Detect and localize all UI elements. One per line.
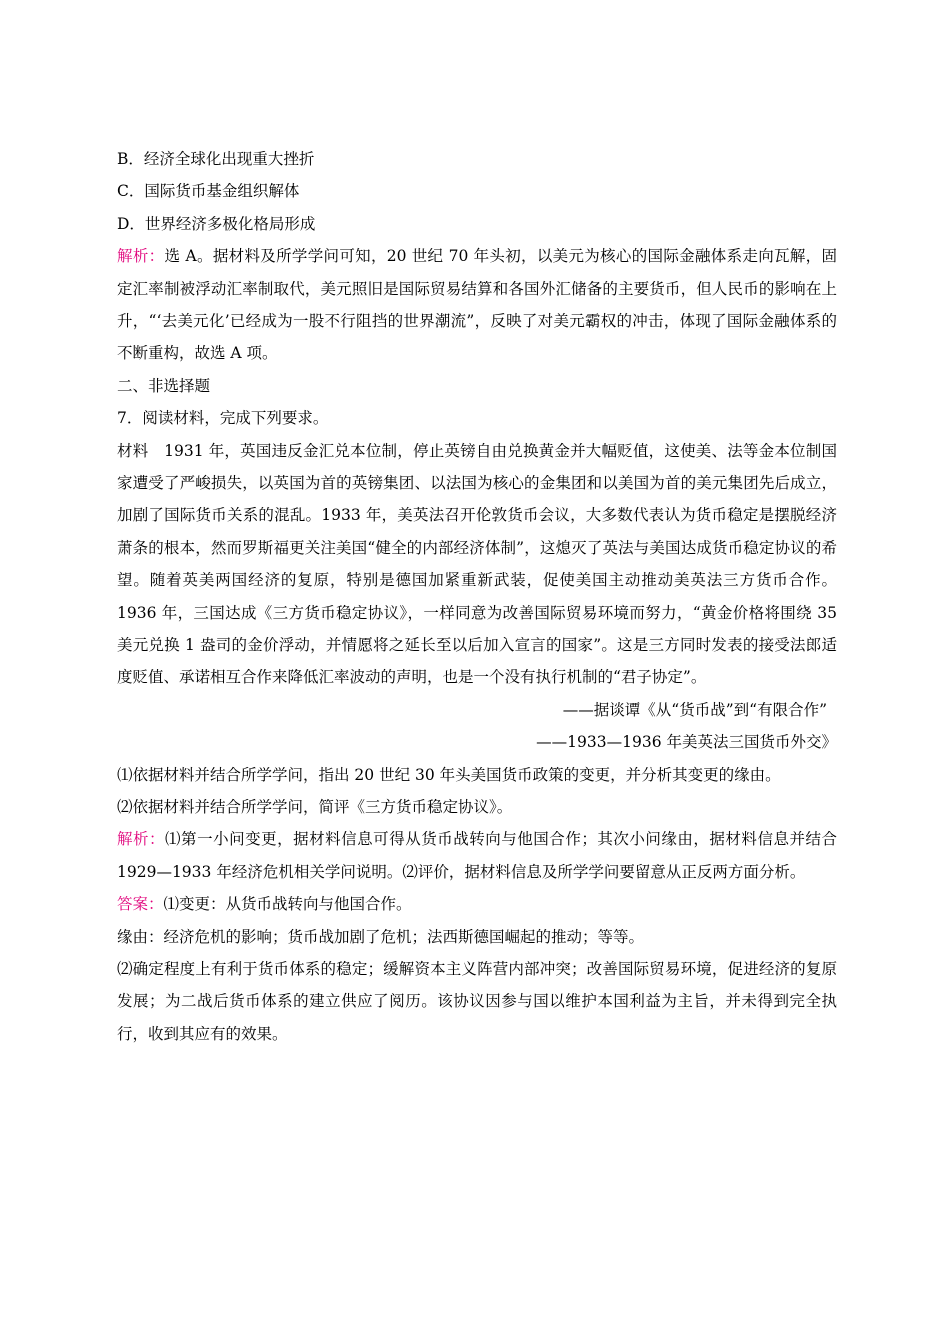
document-page: [117, 143, 837, 1050]
analysis-text: 选 A。据材料及所学学问可知，20 世纪 70 年头初，以美元为核心的国际金融体系走向瓦解，固定汇率制被浮动汇率制取代，美元照旧是国际贸易结算和各国外汇储备的主要货币，但人民币的影响在上升，“‘去美元化’已经成为一股不行阻挡的世界潮流”，反映了对美元霸权的冲击，体现了国际金融体系的不断重构，故选 A 项。: [117, 247, 837, 363]
analysis-label: 解析：: [117, 830, 166, 849]
analysis-text: ⑴第一小问变更，据材料信息可得从货币战转向与他国合作；其次小问缘由，据材料信息并结合 1929—1933 年经济危机相关学问说明。⑵评价，据材料信息及所学学问要留意从正反两方面分析。: [117, 830, 837, 881]
answer-label: 答案：: [117, 895, 164, 914]
option-c: C．国际货币基金组织解体: [117, 182, 300, 201]
q7-sub-question-2: ⑵依据材料并结合所学学问，简评《三方货币稳定协议》。: [117, 798, 513, 817]
source-line-1: ——据谈谭《从“货币战”到“有限合作”: [562, 700, 827, 719]
analysis-label: 解析：: [117, 247, 165, 266]
q6-analysis: [117, 240, 837, 370]
q7-stem: 7．阅读材料，完成下列要求。: [117, 409, 329, 428]
q7-material: 材料 1931 年，英国违反金汇兑本位制，停止英镑自由兑换黄金并大幅贬值，这使美、法等金本位制国家遭受了严峻损失，以英国为首的英镑集团、以法国为核心的金集团和以美国为首的美元集团先后成立，加剧了国际货币关系的混乱。1933 年，美英法召开伦敦货币会议，大多数代表认为货币稳定是摆脱经济萧条的根本，然而罗斯福更关注美国“健全的内部经济体制”，这熄灭了英法与美国达成货币稳定协议的希望。随着英美两国经济的复原，特别是德国加紧重新武装，促使美国主动推动美英法三方货币合作。1936 年，三国达成《三方货币稳定协议》，一样同意为改善国际贸易环境而努力，“黄金价格将围绕 35 美元兑换 1 盎司的金价浮动，并情愿将之延长至以后加入宣言的国家”。这是三方同时发表的接受法郎适度贬值、承诺相互合作来降低汇率波动的声明，也是一个没有执行机制的“君子协定”。: [117, 441, 837, 687]
q7-answer: [117, 888, 837, 920]
option-b: B．经济全球化出现重大挫折: [117, 150, 315, 168]
answer-part-1: ⑴变更：从货币战转向与他国合作。: [163, 895, 412, 914]
q7-analysis: [117, 823, 837, 888]
answer-reason: 缘由：经济危机的影响；货币战加剧了危机；法西斯德国崛起的推动；等等。: [117, 927, 645, 946]
answer-part-2: ⑵确定程度上有利于货币体系的稳定；缓解资本主义阵营内部冲突；改善国际贸易环境，促进经济的复原发展；为二战后货币体系的建立供应了阅历。该协议因参与国以维护本国利益为主旨，并未得到完全执行，收到其应有的效果。: [117, 960, 837, 1043]
section-title: 二、非选择题: [117, 376, 211, 395]
q7-sub-question-1: ⑴依据材料并结合所学学问，指出 20 世纪 30 年头美国货币政策的变更，并分析其变更的缘由。: [117, 765, 781, 784]
source-line-2: ——1933—1936 年美英法三国货币外交》: [536, 733, 837, 752]
option-d: D．世界经济多极化格局形成: [117, 214, 316, 233]
